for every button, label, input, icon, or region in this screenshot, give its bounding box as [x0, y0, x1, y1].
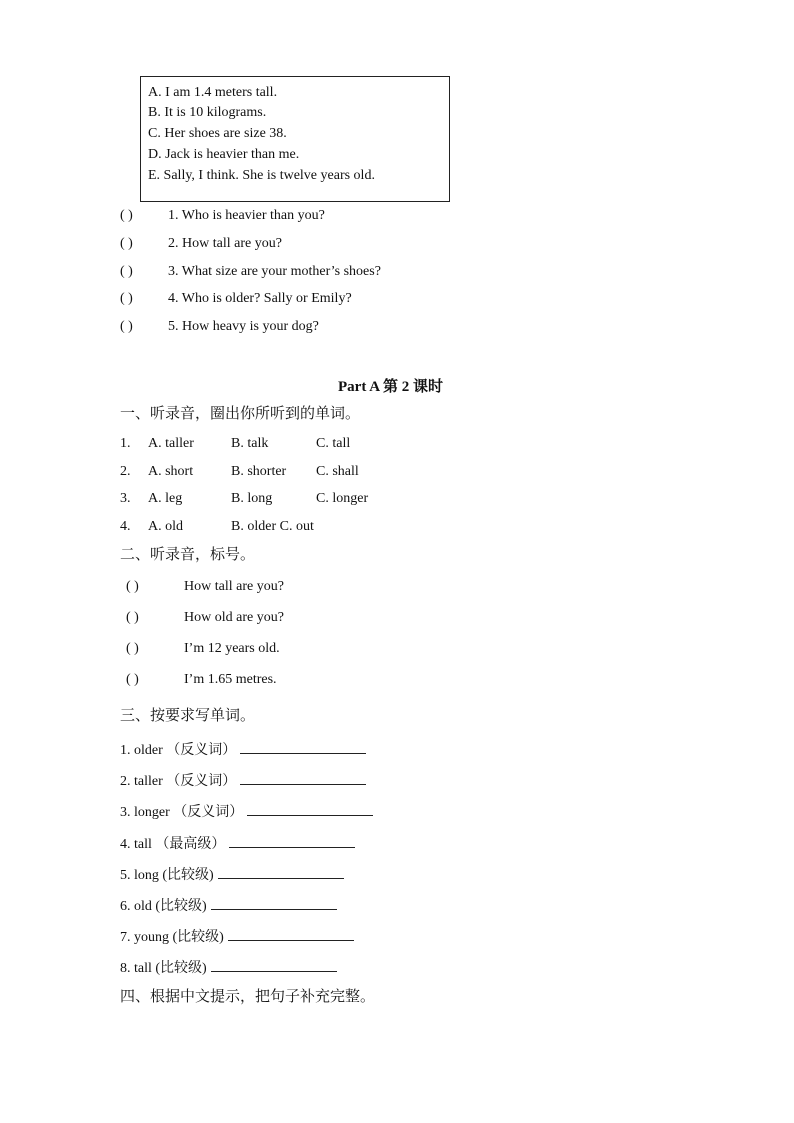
question-text: 3. What size are your mother’s shoes? — [168, 264, 381, 279]
choice-a[interactable]: A. leg — [148, 491, 183, 506]
answer-paren[interactable]: ( ) — [120, 291, 133, 306]
row-number: 3. — [120, 491, 131, 506]
choice-c[interactable]: C. tall — [316, 436, 351, 451]
section1-heading: 一、听录音，圈出你所听到的单词。 — [120, 406, 361, 422]
section3-item-7 — [120, 926, 354, 947]
choice-a[interactable]: A. short — [148, 464, 194, 479]
matching-item-5 — [120, 318, 319, 336]
section3-item-5 — [120, 864, 344, 885]
item-label: 2. taller （反义词） — [120, 774, 237, 789]
answer-paren[interactable]: ( ) — [120, 264, 133, 279]
answer-paren[interactable]: ( ) — [120, 236, 133, 251]
answer-blank[interactable] — [229, 833, 355, 848]
section3-item-8 — [120, 957, 337, 978]
section3-item-1 — [120, 739, 366, 760]
item-label: 6. old (比较级) — [120, 899, 207, 914]
item-text: I’m 1.65 metres. — [184, 672, 277, 687]
row-number: 1. — [120, 436, 131, 451]
choice-c[interactable]: C. shall — [316, 464, 359, 479]
answer-paren[interactable]: ( ) — [126, 672, 139, 687]
section2-item-3 — [126, 640, 280, 658]
section3-heading: 三、按要求写单词。 — [120, 708, 256, 724]
option-c: C. Her shoes are size 38. — [148, 126, 287, 141]
question-text: 2. How tall are you? — [168, 236, 282, 251]
section3-item-3 — [120, 801, 373, 822]
section2-item-2 — [126, 609, 284, 627]
answer-paren[interactable]: ( ) — [126, 610, 139, 625]
answer-blank[interactable] — [228, 926, 354, 941]
matching-item-4 — [120, 290, 352, 308]
answer-blank[interactable] — [211, 895, 337, 910]
answer-blank[interactable] — [211, 957, 337, 972]
matching-item-3 — [120, 263, 381, 281]
choice-b[interactable]: B. shorter — [231, 464, 287, 479]
matching-item-1 — [120, 207, 325, 225]
answer-blank[interactable] — [218, 864, 344, 879]
item-label: 4. tall （最高级） — [120, 837, 226, 852]
section3-item-2 — [120, 770, 366, 791]
answer-blank[interactable] — [240, 739, 366, 754]
option-e: E. Sally, I think. She is twelve years old. — [148, 168, 375, 183]
option-b: B. It is 10 kilograms. — [148, 105, 267, 120]
part-title: Part A 第 2 课时 — [338, 379, 443, 395]
question-text: 1. Who is heavier than you? — [168, 208, 325, 223]
section3-item-4 — [120, 833, 355, 854]
item-text: How tall are you? — [184, 579, 284, 594]
choice-a[interactable]: A. taller — [148, 436, 194, 451]
choice-b[interactable]: B. talk — [231, 436, 269, 451]
section2-item-4 — [126, 671, 277, 689]
item-label: 5. long (比较级) — [120, 868, 214, 883]
section2-heading: 二、听录音，标号。 — [120, 547, 256, 563]
row-number: 4. — [120, 519, 131, 534]
item-text: I’m 12 years old. — [184, 641, 280, 656]
choice-c[interactable]: C. longer — [316, 491, 369, 506]
row-number: 2. — [120, 464, 131, 479]
item-label: 8. tall (比较级) — [120, 961, 207, 976]
answer-paren[interactable]: ( ) — [126, 579, 139, 594]
answer-paren[interactable]: ( ) — [120, 208, 133, 223]
answer-paren[interactable]: ( ) — [126, 641, 139, 656]
section3-item-6 — [120, 895, 337, 916]
question-text: 5. How heavy is your dog? — [168, 319, 319, 334]
matching-item-2 — [120, 235, 282, 253]
choice-b[interactable]: B. long — [231, 491, 273, 506]
option-a: A. I am 1.4 meters tall. — [148, 85, 278, 100]
option-d: D. Jack is heavier than me. — [148, 147, 300, 162]
item-text: How old are you? — [184, 610, 284, 625]
section2-item-1 — [126, 578, 284, 596]
item-label: 1. older （反义词） — [120, 743, 237, 758]
answer-blank[interactable] — [240, 770, 366, 785]
choice-a[interactable]: A. old — [148, 519, 183, 534]
section4-heading: 四、根据中文提示，把句子补充完整。 — [120, 989, 376, 1005]
question-text: 4. Who is older? Sally or Emily? — [168, 291, 352, 306]
answer-blank[interactable] — [247, 801, 373, 816]
choice-b[interactable]: B. older C. out — [231, 519, 314, 534]
item-label: 3. longer （反义词） — [120, 805, 244, 820]
item-label: 7. young (比较级) — [120, 930, 224, 945]
answer-paren[interactable]: ( ) — [120, 319, 133, 334]
